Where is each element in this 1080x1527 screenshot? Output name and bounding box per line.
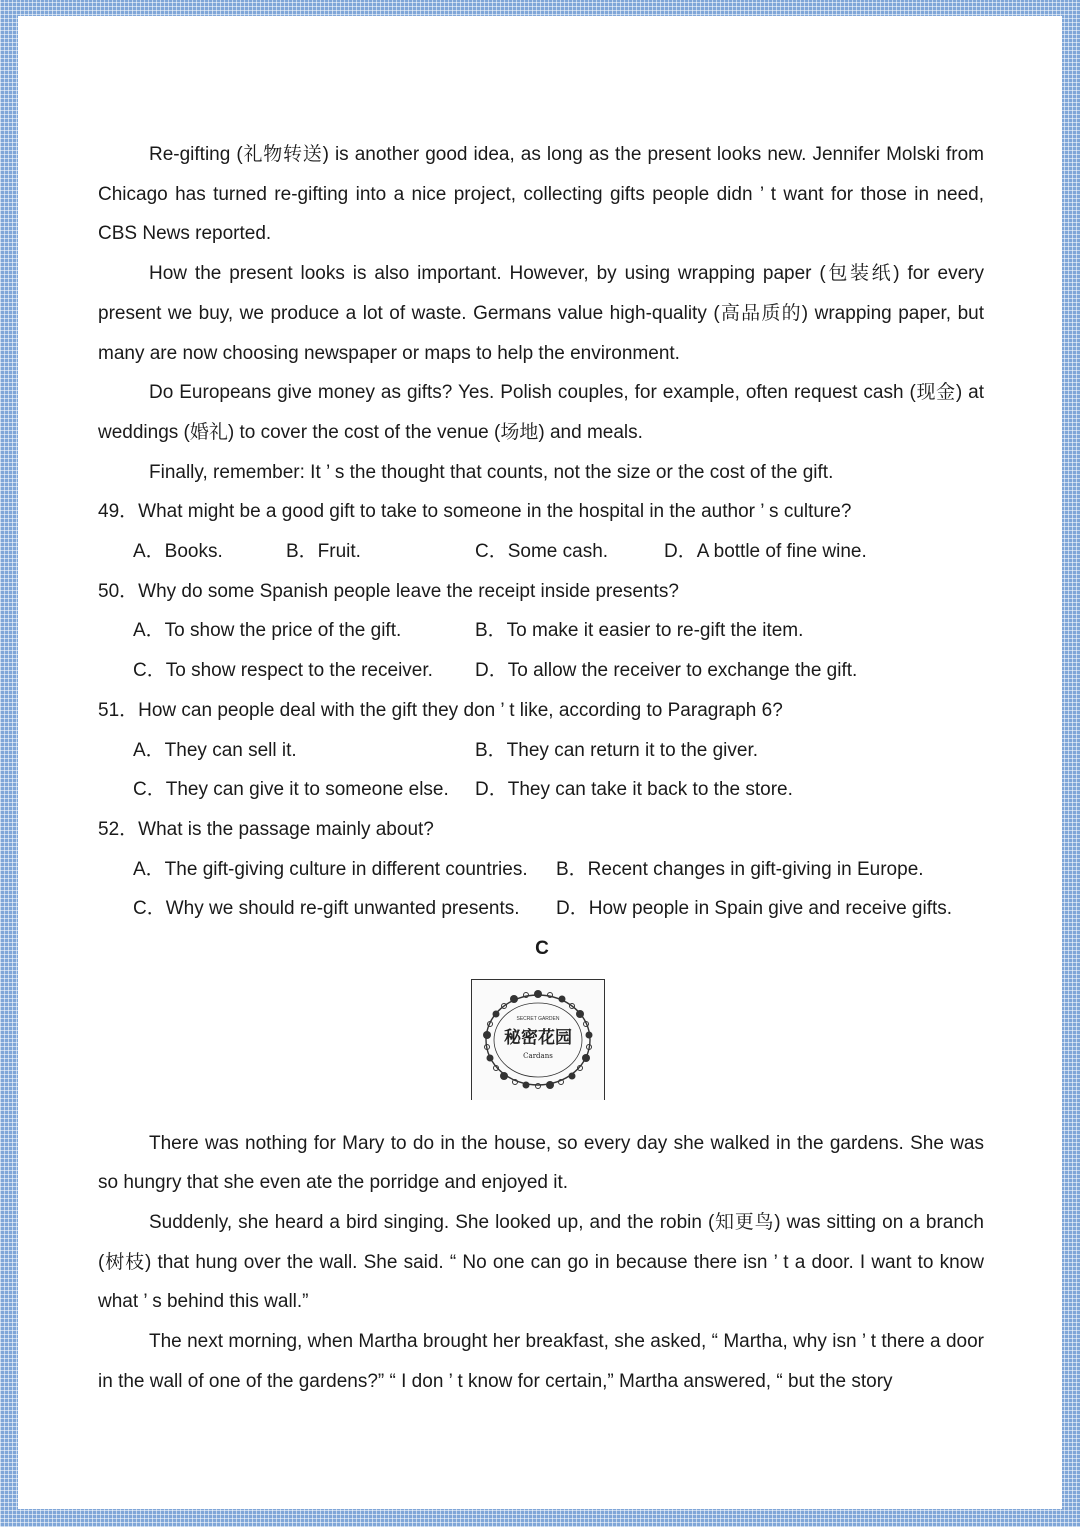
paragraph-regifting: Re-gifting (礼物转送) is another good idea, as long as the present looks new. Jennifer Molski from Chicago has turned re-gifting into a nice project, collecting gifts people didn ’ t want for those in need, CBS News reported.	[98, 144, 984, 245]
question-50-options-row1	[98, 611, 984, 651]
option-50-b[interactable]: B．To make it easier to re-gift the item.	[475, 620, 804, 642]
paragraph-martha: The next morning, when Martha brought her breakfast, she asked, “ Martha, why isn ’ t there a door in the wall of one of the gardens?” “ I don ’ t know for certain,” Martha answered, “ but the story	[98, 1331, 984, 1392]
option-52-b[interactable]: B．Recent changes in gift-giving in Europe.	[556, 858, 924, 880]
paragraph-mary-gardens: There was nothing for Mary to do in the house, so every day she walked in the gardens. She was so hungry that she even ate the porridge and enjoyed it.	[98, 1132, 984, 1194]
question-52-options-row1	[98, 850, 984, 890]
paragraph-money-gifts: Do Europeans give money as gifts? Yes. Polish couples, for example, often request cash (现金) at weddings (婚礼) to cover the cost of the venue (场地) and meals.	[98, 382, 984, 443]
book-cover-author: Cardans	[523, 1051, 553, 1060]
book-cover-top-line: SECRET GARDEN	[516, 1015, 560, 1022]
paragraph-robin: Suddenly, she heard a bird singing. She looked up, and the robin (知更鸟) was sitting on a branch (树枝) that hung over the wall. She said. “ No one can go in because there isn ’ t a door. I want to know what ’ s behind this wall.”	[98, 1212, 984, 1313]
option-52-d[interactable]: D．How people in Spain give and receive gifts.	[556, 898, 953, 920]
exam-page	[18, 16, 1062, 1509]
passage-content	[98, 135, 984, 1402]
section-c-title: C	[535, 937, 549, 959]
question-50: 50．Why do some Spanish people leave the receipt inside presents?	[98, 580, 679, 602]
option-49-c[interactable]: C．Some cash.	[475, 541, 609, 563]
question-50-options-row2	[98, 651, 984, 691]
option-50-d[interactable]: D．To allow the receiver to exchange the gift.	[475, 660, 858, 682]
option-49-d[interactable]: D．A bottle of fine wine.	[664, 541, 867, 563]
option-50-a[interactable]: A．To show the price of the gift.	[133, 620, 402, 642]
question-52-options-row2	[98, 889, 984, 929]
book-cover-title: 秘密花园	[504, 1027, 572, 1048]
option-49-b[interactable]: B．Fruit.	[286, 541, 361, 563]
question-49-options	[98, 532, 984, 572]
option-51-b[interactable]: B．They can return it to the giver.	[475, 739, 759, 761]
book-cover-figure	[98, 969, 984, 1124]
option-51-c[interactable]: C．They can give it to someone else.	[133, 779, 449, 801]
question-51: 51．How can people deal with the gift they don ’ t like, according to Paragraph 6?	[98, 699, 783, 721]
question-49: 49．What might be a good gift to take to someone in the hospital in the author ’ s culture?	[98, 501, 852, 523]
paragraph-wrapping-paper: How the present looks is also important. However, by using wrapping paper (包装纸) for every present we buy, we produce a lot of waste. Germans value high-quality (高品质的) wrapping paper, but many are now choosing newspaper or maps to help the environment.	[98, 263, 984, 364]
question-52: 52．What is the passage mainly about?	[98, 818, 434, 840]
option-49-a[interactable]: A．Books.	[133, 541, 223, 563]
option-50-c[interactable]: C．To show respect to the receiver.	[133, 660, 433, 682]
book-cover-image	[471, 979, 605, 1100]
option-51-d[interactable]: D．They can take it back to the store.	[475, 779, 793, 801]
option-52-c[interactable]: C．Why we should re-gift unwanted presents.	[133, 898, 520, 920]
question-51-options-row2	[98, 770, 984, 810]
option-52-a[interactable]: A．The gift-giving culture in different countries.	[133, 858, 528, 880]
question-51-options-row1	[98, 731, 984, 771]
paragraph-conclusion: Finally, remember: It ’ s the thought that counts, not the size or the cost of the gift.	[149, 461, 834, 483]
option-51-a[interactable]: A．They can sell it.	[133, 739, 297, 761]
